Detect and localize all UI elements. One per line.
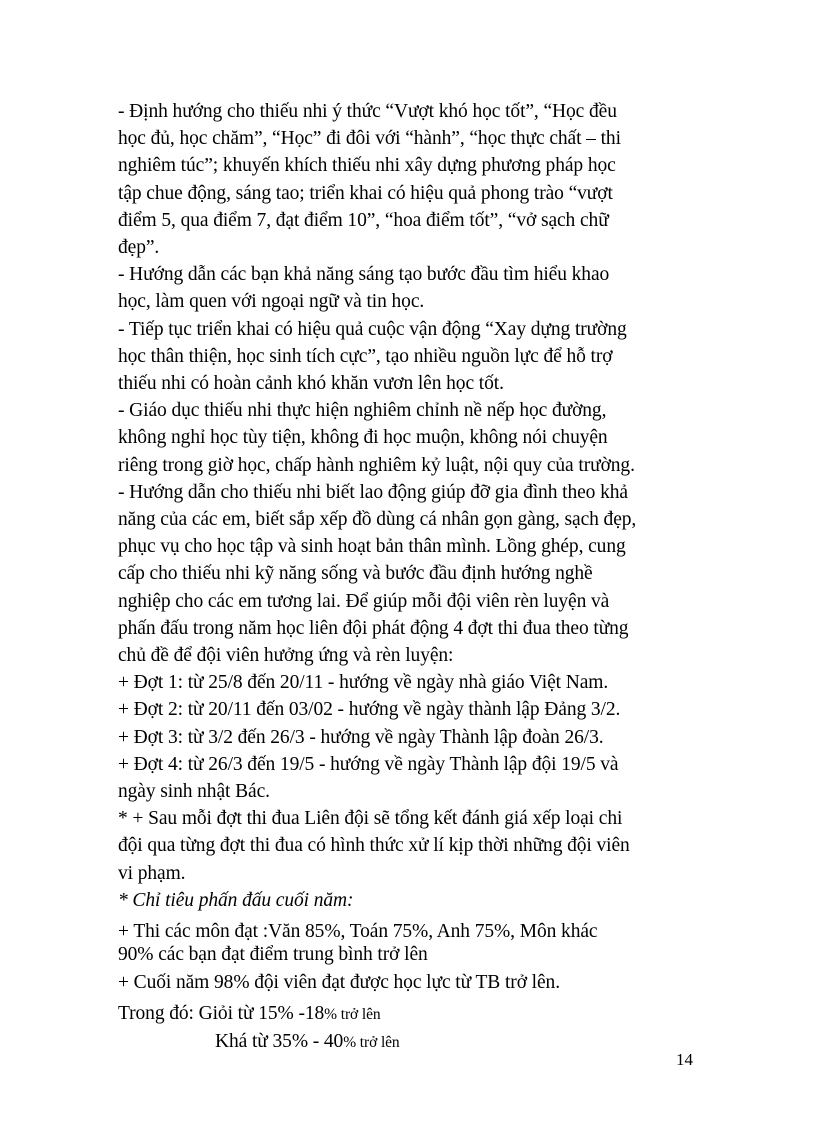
page-number: 14	[676, 1050, 693, 1069]
text-line: chủ đề để đội viên hưởng ứng và rèn luyện:	[118, 645, 454, 667]
text-line: đội qua từng đợt thi đua có hình thức xử lí kịp thời những đội viên	[118, 835, 630, 857]
target-subjects-line: 90% các bạn đạt điểm trung bình trở lên	[118, 944, 428, 966]
text-line: cấp cho thiếu nhi kỹ năng sống và bước đầu định hướng nghề	[118, 563, 593, 585]
text-line: nghiêm túc”; khuyến khích thiếu nhi xây dựng phương pháp học	[118, 155, 616, 177]
text-line: phục vụ cho học tập và sinh hoạt bản thân mình. Lồng ghép, cung	[118, 536, 626, 558]
text-line: học thân thiện, học sinh tích cực”, tạo nhiều nguồn lực để hỗ trợ	[118, 345, 613, 367]
target-kha-tail: % trở lên	[343, 1033, 400, 1051]
text-line: ngày sinh nhật Bác.	[118, 781, 270, 803]
text-line: học, làm quen với ngoại ngữ và tin học.	[118, 291, 425, 313]
text-line: phấn đấu trong năm học liên đội phát động 4 đợt thi đua theo từng	[118, 617, 629, 639]
text-line: học đủ, học chăm”, “Học” đi đôi với “hành”, “học thực chất – thi	[118, 128, 621, 150]
text-line: tập chue động, sáng tao; triển khai có hiệu quả phong trào “vượt	[118, 182, 613, 204]
text-line: riêng trong giờ học, chấp hành nghiêm kỷ luật, nội quy của trường.	[118, 454, 635, 476]
text-line: - Hướng dẫn các bạn khả năng sáng tạo bước đầu tìm hiểu khao	[118, 264, 610, 286]
target-gioi-tail: % trở lên	[324, 1005, 381, 1023]
text-line: + Đợt 4: từ 26/3 đến 19/5 - hướng về ngày Thành lập đội 19/5 và	[118, 753, 619, 775]
text-line: vi phạm.	[118, 862, 186, 884]
target-subjects-line: + Thi các môn đạt :Văn 85%, Toán 75%, Anh 75%, Môn khác	[118, 921, 598, 943]
target-year-end-line: + Cuối năm 98% đội viên đạt được học lực từ TB trở lên.	[118, 972, 560, 994]
text-line: - Hướng dẫn cho thiếu nhi biết lao động giúp đỡ gia đình theo khả	[118, 481, 628, 503]
text-line: không nghỉ học tùy tiện, không đi học muộn, không nói chuyện	[118, 427, 608, 449]
target-kha-line	[118, 1028, 698, 1056]
target-gioi-line	[118, 1000, 698, 1028]
target-heading: * Chỉ tiêu phấn đấu cuối năm:	[118, 889, 354, 911]
text-line: - Tiếp tục triển khai có hiệu quả cuộc vận động “Xay dựng trường	[118, 318, 627, 340]
document-body	[118, 98, 698, 1056]
text-line: + Đợt 1: từ 25/8 đến 20/11 - hướng về ngày nhà giáo Việt Nam.	[118, 672, 609, 694]
text-line: năng của các em, biết sắp xếp đồ dùng cá nhân gọn gàng, sạch đẹp,	[118, 509, 637, 531]
target-gioi-main: Trong đó: Giỏi từ 15% -18	[118, 1002, 325, 1024]
text-line: đẹp”.	[118, 237, 160, 259]
target-kha-main: Khá từ 35% - 40	[215, 1030, 344, 1052]
text-line: - Giáo dục thiếu nhi thực hiện nghiêm chỉnh nề nếp học đường,	[118, 400, 607, 422]
text-line: + Đợt 3: từ 3/2 đến 26/3 - hướng về ngày Thành lập đoàn 26/3.	[118, 726, 604, 748]
text-line: thiếu nhi có hoàn cảnh khó khăn vươn lên học tốt.	[118, 373, 504, 395]
text-line: nghiệp cho các em tương lai. Để giúp mỗi đội viên rèn luyện và	[118, 590, 610, 612]
text-line: - Định hướng cho thiếu nhi ý thức “Vượt khó học tốt”, “Học đều	[118, 101, 617, 122]
text-line: + Đợt 2: từ 20/11 đến 03/02 - hướng về ngày thành lập Đảng 3/2.	[118, 699, 621, 721]
text-line: điểm 5, qua điểm 7, đạt điểm 10”, “hoa điểm tốt”, “vở sạch chữ	[118, 209, 609, 231]
text-line: * + Sau mỗi đợt thi đua Liên đội sẽ tổng kết đánh giá xếp loại chi	[118, 808, 623, 830]
